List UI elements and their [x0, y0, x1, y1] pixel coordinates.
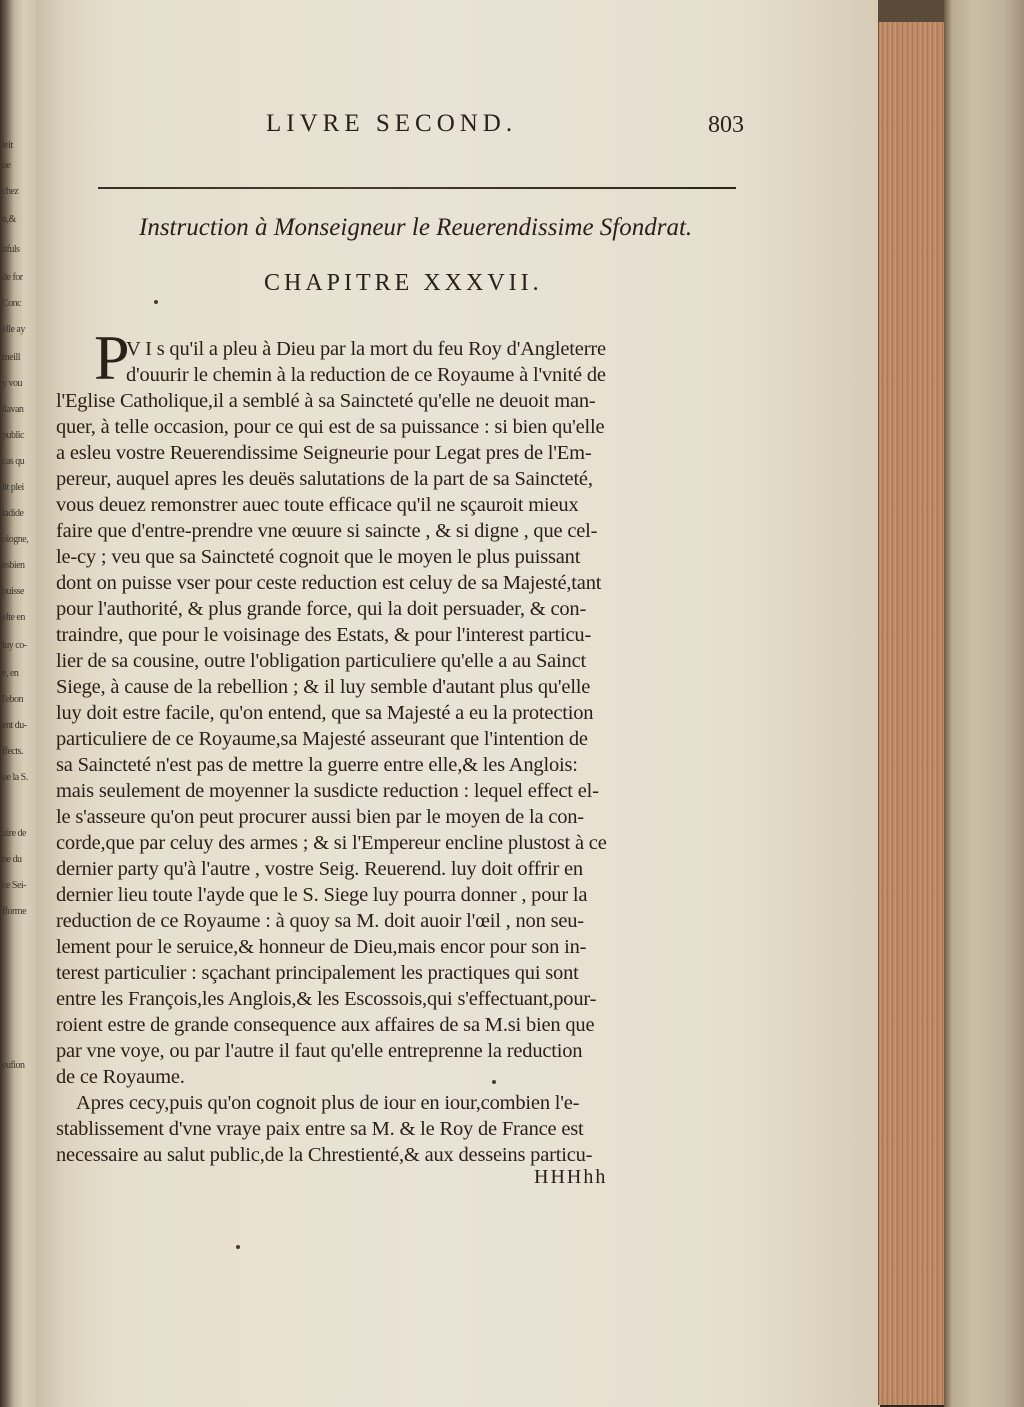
text-line: lement pour le seruice,& honneur de Dieu,mais encor pour son in-	[56, 936, 587, 958]
page-fore-edge	[878, 22, 945, 1405]
gutter-fragment: ologne,	[2, 534, 29, 545]
chapter-heading: CHAPITRE XXXVII.	[264, 270, 543, 296]
gutter-fragment: ilt plei	[2, 482, 24, 493]
text-line: par vne voye, ou par l'autre il faut qu'elle entreprenne la reduction	[56, 1040, 583, 1062]
gutter-fragment: de for	[2, 272, 23, 283]
header-rule	[98, 187, 736, 189]
gutter-fragment: ladide	[2, 508, 24, 519]
gutter-fragment: uire de	[2, 828, 26, 839]
gutter-fragment: ce Sei-	[2, 880, 26, 891]
gutter-fragment: puisse	[2, 586, 24, 597]
gutter-fragment: ue	[2, 160, 11, 171]
text-line: stablissement d'vne vraye paix entre sa M. & le Roy de France est	[56, 1118, 584, 1140]
text-line: pour l'authorité, & plus grande force, qui la doit persuader, & con-	[56, 598, 587, 620]
signature-mark: HHHhh	[534, 1166, 608, 1188]
text-line: vous deuez remonstrer auec toute efficace qu'il ne sçauroit mieux	[56, 494, 579, 516]
text-line: dernier party qu'à l'autre , vostre Seig. Reuerend. luy doit offrir en	[56, 858, 583, 880]
text-line: necessaire au salut public,de la Chrestienté,& aux desseins particu-	[56, 1144, 593, 1166]
page-803	[36, 0, 880, 1407]
text-line: Siege, à cause de la rebellion ; & il luy semble d'autant plus qu'elle	[56, 676, 591, 698]
text-line: particuliere de ce Royaume,sa Majesté asseurant que l'intention de	[56, 728, 588, 750]
drop-cap: P	[94, 322, 130, 393]
gutter-fragment: llavan	[2, 404, 24, 415]
text-line: pereur, auquel apres les deuës salutations de la part de sa Saincteté,	[56, 468, 593, 490]
text-line: de ce Royaume.	[56, 1066, 185, 1088]
gutter-fragment: ent du-	[2, 720, 27, 731]
gutter-fragment: ue la S.	[2, 772, 28, 783]
text-line: mais seulement de moyenner la susdicte reduction : lequel effect el-	[56, 780, 599, 802]
text-line: le-cy ; veu que sa Saincteté cognoit que le moyen le plus puissant	[56, 546, 581, 568]
gutter-fragment: luy co-	[2, 640, 27, 651]
text-line: entre les François,les Anglois,& les Escossois,qui s'effectuant,pour-	[56, 988, 597, 1010]
text-line: quer, à telle occasion, pour ce qui est de sa puissance : si bien qu'elle	[56, 416, 605, 438]
running-head: LIVRE SECOND.	[266, 110, 518, 137]
gutter-fragment: meill	[2, 352, 21, 363]
gutter-fragment: elte en	[2, 612, 25, 623]
gutter-fragment: e, en	[2, 668, 19, 679]
gutter-fragment: fforme	[2, 906, 27, 917]
text-line: faire que d'entre-prendre vne œuure si saincte , & si digne , que cel-	[56, 520, 598, 542]
gutter-fragment: n,&	[2, 214, 16, 225]
text-line: dernier lieu toute l'ayde que le S. Siege luy pourra donner , pour la	[56, 884, 588, 906]
ink-speck	[236, 1245, 240, 1249]
text-line: le s'asseure qu'on peut procurer aussi bien par le moyen de la con-	[56, 806, 584, 828]
text-line: V I s qu'il a pleu à Dieu par la mort du feu Roy d'Angleterre	[126, 338, 606, 360]
text-line: Apres cecy,puis qu'on cognoit plus de iour en iour,combien l'e-	[76, 1092, 580, 1114]
gutter-fragment: l'ebon	[2, 694, 24, 705]
gutter-fragment: ne du	[2, 854, 22, 865]
text-line: roient estre de grande consequence aux affaires de sa M.si bien que	[56, 1014, 595, 1036]
gutter-fragment: elle ay	[2, 324, 25, 335]
gutter-fragment: nfuls	[2, 244, 20, 255]
book-cover-edge	[944, 0, 1024, 1407]
text-line: d'ouurir le chemin à la reduction de ce Royaume à l'vnité de	[126, 364, 606, 386]
gutter-fragment: chez	[2, 186, 19, 197]
gutter-fragment: ffects.	[2, 746, 24, 757]
gutter-fragment: leit	[2, 140, 13, 151]
text-line: reduction de ce Royaume : à quoy sa M. doit auoir l'œil , non seu-	[56, 910, 584, 932]
text-line: lier de sa cousine, outre l'obligation particuliere qu'elle a au Sainct	[56, 650, 586, 672]
text-line: terest particulier : sçachant principalement les practiques qui sont	[56, 962, 579, 984]
text-line: traindre, que pour le voisinage des Estats, & pour l'interest particu-	[56, 624, 592, 646]
gutter-fragment: y vou	[2, 378, 22, 389]
ink-speck	[154, 300, 158, 304]
text-line: a esleu vostre Reuerendissime Seigneurie pour Legat pres de l'Em-	[56, 442, 592, 464]
gutter-fragment: cas qu	[2, 456, 25, 467]
gutter-fragment: public	[2, 430, 24, 441]
text-line: dont on puisse vser pour ceste reduction est celuy de sa Majesté,tant	[56, 572, 602, 594]
section-title: Instruction à Monseigneur le Reuerendissime Sfondrat.	[139, 214, 693, 241]
text-line: corde,que par celuy des armes ; & si l'Empereur encline plustost à ce	[56, 832, 607, 854]
fore-edge-shadow	[878, 0, 944, 22]
page-number: 803	[708, 112, 744, 138]
ink-speck	[492, 1080, 496, 1084]
text-line: sa Saincteté n'est pas de mettre la guerre entre elle,& les Anglois:	[56, 754, 578, 776]
text-line: l'Eglise Catholique,il a semblé à sa Saincteté qu'elle ne deuoit man-	[56, 390, 596, 412]
text-line: luy doit estre facile, qu'on entend, que sa Majesté a eu la protection	[56, 702, 594, 724]
gutter-fragment: esbien	[2, 560, 25, 571]
gutter-fragment: Conc	[2, 298, 22, 309]
gutter-fragment: eufion	[2, 1060, 25, 1071]
